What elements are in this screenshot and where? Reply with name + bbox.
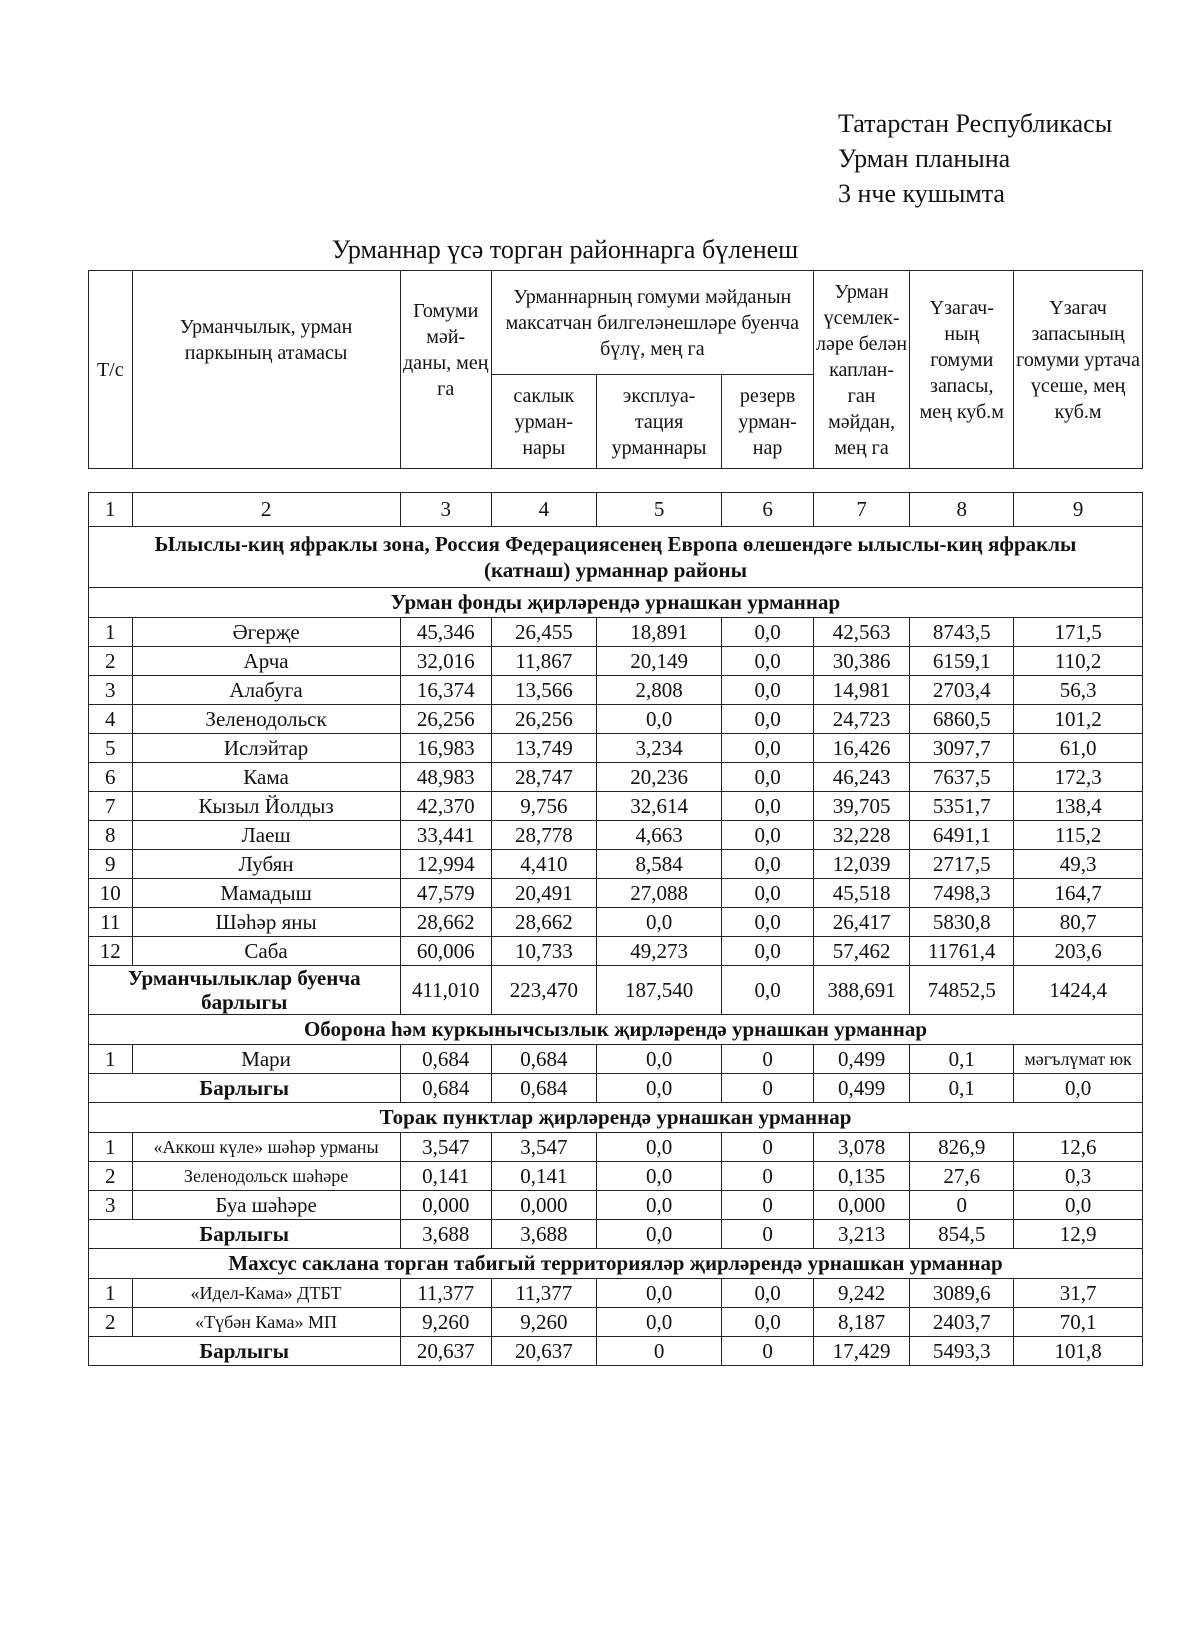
table-cell: 12,039 — [813, 850, 910, 879]
table-cell: 2403,7 — [910, 1308, 1014, 1337]
table-cell: 28,662 — [400, 908, 491, 937]
table-row — [89, 676, 1143, 705]
header-col-6: резерв урман-нар — [722, 375, 813, 469]
table-cell: 10 — [89, 879, 133, 908]
table-cell: 3 — [89, 676, 133, 705]
table-cell: 32,016 — [400, 647, 491, 676]
annex-line-1: Татарстан Республикасы — [838, 109, 1113, 138]
table-cell: Кама — [132, 763, 400, 792]
total-cell: 0,499 — [813, 1074, 910, 1103]
total-cell: 0 — [596, 1337, 722, 1366]
table-cell: 3 — [89, 1191, 133, 1220]
column-number: 5 — [596, 493, 722, 527]
table-cell: 5 — [89, 734, 133, 763]
table-cell: Зеленодольск — [132, 705, 400, 734]
table-cell: 0,0 — [596, 705, 722, 734]
table-cell: 1 — [89, 1045, 133, 1074]
table-cell: 0 — [722, 1133, 813, 1162]
table-cell: 0,0 — [596, 1191, 722, 1220]
table-cell: 60,006 — [400, 937, 491, 966]
table-cell: 48,983 — [400, 763, 491, 792]
table-cell: 7637,5 — [910, 763, 1014, 792]
table-cell: 45,518 — [813, 879, 910, 908]
total-cell: 1424,4 — [1014, 966, 1143, 1015]
table-cell: 0,000 — [813, 1191, 910, 1220]
table-cell: 8,584 — [596, 850, 722, 879]
table-cell: 0,000 — [491, 1191, 596, 1220]
table-cell: 32,228 — [813, 821, 910, 850]
table-cell: Алабуга — [132, 676, 400, 705]
table-cell: мәгълүмат юк — [1014, 1045, 1143, 1074]
table-cell: 0,0 — [722, 734, 813, 763]
total-cell: 0,0 — [1014, 1074, 1143, 1103]
table-cell: 9,260 — [400, 1308, 491, 1337]
table-cell: 27,088 — [596, 879, 722, 908]
table-row — [89, 908, 1143, 937]
section-title: Торак пунктлар җирләрендә урнашкан урманнар — [89, 1103, 1143, 1133]
table-cell: 0,0 — [596, 1308, 722, 1337]
table-cell: 10,733 — [491, 937, 596, 966]
table-cell: Шәһәр яны — [132, 908, 400, 937]
table-cell: 28,662 — [491, 908, 596, 937]
column-number: 4 — [491, 493, 596, 527]
header-col-2: Урманчылык, урман паркының атамасы — [132, 271, 400, 469]
total-cell: 20,637 — [491, 1337, 596, 1366]
table-cell: 28,747 — [491, 763, 596, 792]
table-cell: «Аккош күле» шәһәр урманы — [132, 1133, 400, 1162]
table-cell: 28,778 — [491, 821, 596, 850]
table-cell: 32,614 — [596, 792, 722, 821]
table-row — [89, 1308, 1143, 1337]
table-cell: 0,0 — [722, 792, 813, 821]
table-cell: 24,723 — [813, 705, 910, 734]
table-cell: 0,135 — [813, 1162, 910, 1191]
table-cell: 1 — [89, 1279, 133, 1308]
table-cell: 26,256 — [400, 705, 491, 734]
column-number: 1 — [89, 493, 133, 527]
table-cell: 14,981 — [813, 676, 910, 705]
total-cell: 0 — [722, 1337, 813, 1366]
table-cell: 42,563 — [813, 618, 910, 647]
total-label: Барлыгы — [89, 1337, 401, 1366]
total-cell: 3,688 — [400, 1220, 491, 1249]
table-row — [89, 734, 1143, 763]
table-cell: 171,5 — [1014, 618, 1143, 647]
table-cell: 0,0 — [596, 1162, 722, 1191]
table-cell: 3,547 — [491, 1133, 596, 1162]
table-cell: 110,2 — [1014, 647, 1143, 676]
table-cell: 8 — [89, 821, 133, 850]
table-cell: 826,9 — [910, 1133, 1014, 1162]
annex-line-2: Урман планына — [838, 144, 1011, 173]
table-cell: 26,256 — [491, 705, 596, 734]
table-cell: 0,684 — [491, 1045, 596, 1074]
total-label: Урманчылыклар буенча барлыгы — [89, 966, 401, 1015]
total-cell: 101,8 — [1014, 1337, 1143, 1366]
table-cell: Мари — [132, 1045, 400, 1074]
section-title-row — [89, 1103, 1143, 1133]
table-cell: 16,983 — [400, 734, 491, 763]
table-row — [89, 937, 1143, 966]
header-col-5: эксплуа-тация урманнары — [596, 375, 722, 469]
table-cell: 5351,7 — [910, 792, 1014, 821]
table-cell: 172,3 — [1014, 763, 1143, 792]
table-cell: 9,756 — [491, 792, 596, 821]
table-cell: 9 — [89, 850, 133, 879]
total-cell: 0,0 — [722, 966, 813, 1015]
table-cell: 49,273 — [596, 937, 722, 966]
total-cell: 854,5 — [910, 1220, 1014, 1249]
table-cell: 27,6 — [910, 1162, 1014, 1191]
table-cell: 61,0 — [1014, 734, 1143, 763]
table-cell: 8,187 — [813, 1308, 910, 1337]
table-cell: Буа шәһәре — [132, 1191, 400, 1220]
table-cell: 0,141 — [400, 1162, 491, 1191]
total-cell: 12,9 — [1014, 1220, 1143, 1249]
data-table — [88, 492, 1143, 1366]
table-row — [89, 618, 1143, 647]
table-cell: 1 — [89, 618, 133, 647]
table-cell: «Түбән Кама» МП — [132, 1308, 400, 1337]
table-cell: 0,0 — [722, 821, 813, 850]
table-row — [89, 1162, 1143, 1191]
header-col-9: Үзагач запасының гомуми уртача үсеше, мең куб.м — [1014, 271, 1143, 469]
table-cell: 11,377 — [491, 1279, 596, 1308]
table-cell: 4,410 — [491, 850, 596, 879]
section-title-row — [89, 1015, 1143, 1045]
table-cell: 26,417 — [813, 908, 910, 937]
table-cell: 0,0 — [596, 908, 722, 937]
table-cell: 20,236 — [596, 763, 722, 792]
table-cell: 56,3 — [1014, 676, 1143, 705]
table-cell: 0,499 — [813, 1045, 910, 1074]
table-row — [89, 879, 1143, 908]
table-cell: Саба — [132, 937, 400, 966]
table-cell: 47,579 — [400, 879, 491, 908]
table-cell: 30,386 — [813, 647, 910, 676]
table-cell: 8743,5 — [910, 618, 1014, 647]
table-cell: 3,078 — [813, 1133, 910, 1162]
section-title-row — [89, 1249, 1143, 1279]
table-cell: 0,0 — [722, 618, 813, 647]
table-cell: 101,2 — [1014, 705, 1143, 734]
table-row — [89, 792, 1143, 821]
total-row — [89, 1074, 1143, 1103]
table-row — [89, 850, 1143, 879]
table-cell: 6159,1 — [910, 647, 1014, 676]
column-number: 7 — [813, 493, 910, 527]
column-number: 3 — [400, 493, 491, 527]
total-cell: 411,010 — [400, 966, 491, 1015]
document-title: Урманнар үсә торган районнарга бүленеш — [331, 235, 799, 264]
table-cell: 0,0 — [722, 1308, 813, 1337]
table-cell: 138,4 — [1014, 792, 1143, 821]
table-cell: 0,000 — [400, 1191, 491, 1220]
table-cell: 0,0 — [722, 647, 813, 676]
table-cell: 20,491 — [491, 879, 596, 908]
header-col-1: Т/с — [89, 271, 133, 469]
table-cell: 0,0 — [722, 676, 813, 705]
table-cell: 0 — [722, 1191, 813, 1220]
table-cell: 18,891 — [596, 618, 722, 647]
total-cell: 0,684 — [400, 1074, 491, 1103]
table-cell: 0,0 — [1014, 1191, 1143, 1220]
table-cell: 0,141 — [491, 1162, 596, 1191]
total-cell: 223,470 — [491, 966, 596, 1015]
total-row — [89, 966, 1143, 1015]
section-title: Урман фонды җирләрендә урнашкан урманнар — [89, 588, 1143, 618]
table-cell: 0,0 — [722, 763, 813, 792]
header-col-4: саклык урман-нары — [491, 375, 596, 469]
table-cell: Кызыл Йолдыз — [132, 792, 400, 821]
table-cell: 2 — [89, 1308, 133, 1337]
column-number: 6 — [722, 493, 813, 527]
table-cell: Мамадыш — [132, 879, 400, 908]
table-cell: «Идел-Кама» ДТБТ — [132, 1279, 400, 1308]
table-cell: 31,7 — [1014, 1279, 1143, 1308]
table-cell: 0,0 — [596, 1279, 722, 1308]
total-cell: 17,429 — [813, 1337, 910, 1366]
table-cell: 0,0 — [722, 908, 813, 937]
table-cell: 33,441 — [400, 821, 491, 850]
table-cell: 0,0 — [722, 879, 813, 908]
table-cell: 0,0 — [596, 1133, 722, 1162]
total-cell: 388,691 — [813, 966, 910, 1015]
table-row — [89, 821, 1143, 850]
table-cell: 0 — [722, 1162, 813, 1191]
table-cell: 12 — [89, 937, 133, 966]
table-cell: 2 — [89, 1162, 133, 1191]
table-cell: 9,260 — [491, 1308, 596, 1337]
table-cell: 3,234 — [596, 734, 722, 763]
table-cell: 0,0 — [722, 1279, 813, 1308]
table-cell: 0,0 — [722, 937, 813, 966]
total-cell: 0,1 — [910, 1074, 1014, 1103]
total-cell: 3,688 — [491, 1220, 596, 1249]
table-cell: 39,705 — [813, 792, 910, 821]
table-row — [89, 1133, 1143, 1162]
table-cell: 16,374 — [400, 676, 491, 705]
annex-line-3: 3 нче кушымта — [838, 179, 1005, 208]
table-cell: 4 — [89, 705, 133, 734]
table-cell: Арча — [132, 647, 400, 676]
table-header — [88, 270, 1143, 469]
total-cell: 5493,3 — [910, 1337, 1014, 1366]
zone-title: Ылыслы-киң яфраклы зона, Россия Федерациясенең Европа өлешендәге ылыслы-киң яфраклы (катнаш) урманнар районы — [89, 527, 1143, 588]
column-number: 8 — [910, 493, 1014, 527]
table-cell: 70,1 — [1014, 1308, 1143, 1337]
table-cell: 0,684 — [400, 1045, 491, 1074]
table-cell: 2 — [89, 647, 133, 676]
table-row — [89, 1045, 1143, 1074]
table-cell: 6491,1 — [910, 821, 1014, 850]
table-cell: 1 — [89, 1133, 133, 1162]
total-cell: 3,213 — [813, 1220, 910, 1249]
table-cell: 0,1 — [910, 1045, 1014, 1074]
table-cell: 0,0 — [722, 705, 813, 734]
section-title-row — [89, 588, 1143, 618]
table-cell: 11 — [89, 908, 133, 937]
total-cell: 187,540 — [596, 966, 722, 1015]
table-row — [89, 1279, 1143, 1308]
table-cell: 5830,8 — [910, 908, 1014, 937]
table-cell: 49,3 — [1014, 850, 1143, 879]
table-cell: 3097,7 — [910, 734, 1014, 763]
zone-title-row — [89, 527, 1143, 588]
total-label: Барлыгы — [89, 1220, 401, 1249]
table-cell: 11761,4 — [910, 937, 1014, 966]
table-row — [89, 1191, 1143, 1220]
table-cell: 0,0 — [596, 1045, 722, 1074]
table-cell: 2703,4 — [910, 676, 1014, 705]
table-row — [89, 763, 1143, 792]
table-cell: 3089,6 — [910, 1279, 1014, 1308]
table-cell: 20,149 — [596, 647, 722, 676]
table-cell: 9,242 — [813, 1279, 910, 1308]
total-label: Барлыгы — [89, 1074, 401, 1103]
table-cell: 13,749 — [491, 734, 596, 763]
table-row — [89, 705, 1143, 734]
column-numbers-row — [89, 493, 1143, 527]
table-cell: 3,547 — [400, 1133, 491, 1162]
table-cell: 12,6 — [1014, 1133, 1143, 1162]
total-cell: 74852,5 — [910, 966, 1014, 1015]
total-cell: 0,0 — [596, 1074, 722, 1103]
total-cell: 0 — [722, 1074, 813, 1103]
header-col-8: Үзагач-ның гомуми запасы, мең куб.м — [910, 271, 1014, 469]
table-cell: 2,808 — [596, 676, 722, 705]
table-cell: 6 — [89, 763, 133, 792]
table-cell: Зеленодольск шәһәре — [132, 1162, 400, 1191]
column-number: 2 — [132, 493, 400, 527]
total-cell: 20,637 — [400, 1337, 491, 1366]
column-number: 9 — [1014, 493, 1143, 527]
table-cell: 115,2 — [1014, 821, 1143, 850]
total-cell: 0,684 — [491, 1074, 596, 1103]
table-cell: Ислэйтар — [132, 734, 400, 763]
table-cell: 7498,3 — [910, 879, 1014, 908]
table-cell: 4,663 — [596, 821, 722, 850]
table-cell: 7 — [89, 792, 133, 821]
total-row — [89, 1337, 1143, 1366]
table-cell: 0 — [910, 1191, 1014, 1220]
annex-note — [838, 106, 1112, 211]
total-cell: 0,0 — [596, 1220, 722, 1249]
table-cell: 0,3 — [1014, 1162, 1143, 1191]
table-cell: 11,867 — [491, 647, 596, 676]
header-col-3: Гомуми мәй-даны, мең га — [400, 271, 491, 469]
header-col-7: Урман үсемлек-ләре белән каплан-ган мәйдан, мең га — [813, 271, 910, 469]
table-cell: 11,377 — [400, 1279, 491, 1308]
total-cell: 0 — [722, 1220, 813, 1249]
table-cell: 13,566 — [491, 676, 596, 705]
table-cell: 26,455 — [491, 618, 596, 647]
table-cell: 203,6 — [1014, 937, 1143, 966]
table-cell: 16,426 — [813, 734, 910, 763]
table-cell: 0 — [722, 1045, 813, 1074]
table-cell: Әгерҗе — [132, 618, 400, 647]
table-cell: 57,462 — [813, 937, 910, 966]
header-group: Урманнарның гомуми мәйданын максатчан билгеләнешләре буенча бүлү, мең га — [491, 271, 813, 375]
table-cell: 2717,5 — [910, 850, 1014, 879]
table-row — [89, 647, 1143, 676]
section-title: Оборона һәм куркынычсызлык җирләрендә урнашкан урманнар — [89, 1015, 1143, 1045]
table-cell: Лаеш — [132, 821, 400, 850]
table-cell: 46,243 — [813, 763, 910, 792]
table-cell: Лубян — [132, 850, 400, 879]
table-cell: 6860,5 — [910, 705, 1014, 734]
total-row — [89, 1220, 1143, 1249]
table-cell: 164,7 — [1014, 879, 1143, 908]
table-cell: 0,0 — [722, 850, 813, 879]
table-cell: 45,346 — [400, 618, 491, 647]
table-cell: 80,7 — [1014, 908, 1143, 937]
table-cell: 12,994 — [400, 850, 491, 879]
section-title: Махсус саклана торган табигый территорияләр җирләрендә урнашкан урманнар — [89, 1249, 1143, 1279]
table-cell: 42,370 — [400, 792, 491, 821]
